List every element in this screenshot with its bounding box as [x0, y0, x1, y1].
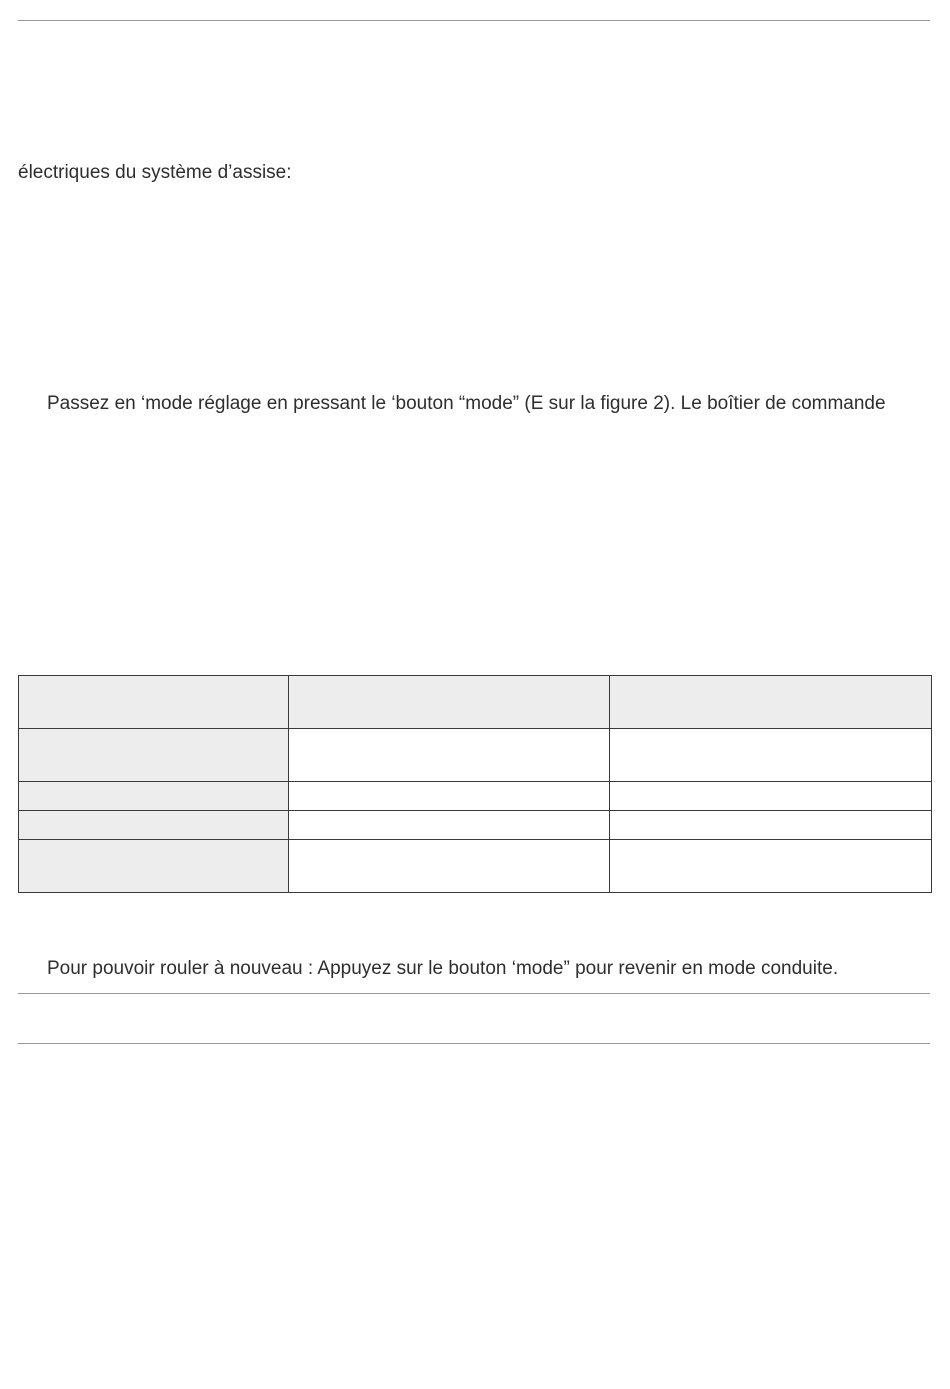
closing-line: Pour pouvoir rouler à nouveau : Appuyez sur le bouton ‘mode” pour revenir en mode conduite. [47, 958, 839, 979]
table-header-row [19, 676, 932, 729]
table-cell [19, 729, 289, 782]
bottom-rule [18, 1043, 930, 1044]
instruction-line: Passez en ‘mode réglage en pressant le ‘bouton “mode” (E sur la figure 2). Le boîtier de commande [47, 393, 886, 414]
table-row [19, 811, 932, 840]
table-row [19, 729, 932, 782]
table-cell [289, 729, 610, 782]
table-cell [610, 811, 932, 840]
table-cell [610, 676, 932, 729]
table-cell [289, 840, 610, 893]
settings-table [18, 675, 932, 893]
table-cell [289, 676, 610, 729]
table-cell [19, 782, 289, 811]
table-cell [610, 782, 932, 811]
top-rule [18, 20, 930, 21]
section-rule [18, 993, 930, 994]
table-row [19, 840, 932, 893]
table-cell [610, 729, 932, 782]
table-cell [610, 840, 932, 893]
table-cell [289, 811, 610, 840]
table-cell [19, 811, 289, 840]
table-cell [19, 840, 289, 893]
table-cell [289, 782, 610, 811]
intro-line: électriques du système d’assise: [18, 162, 292, 183]
table-cell [19, 676, 289, 729]
table-row [19, 782, 932, 811]
